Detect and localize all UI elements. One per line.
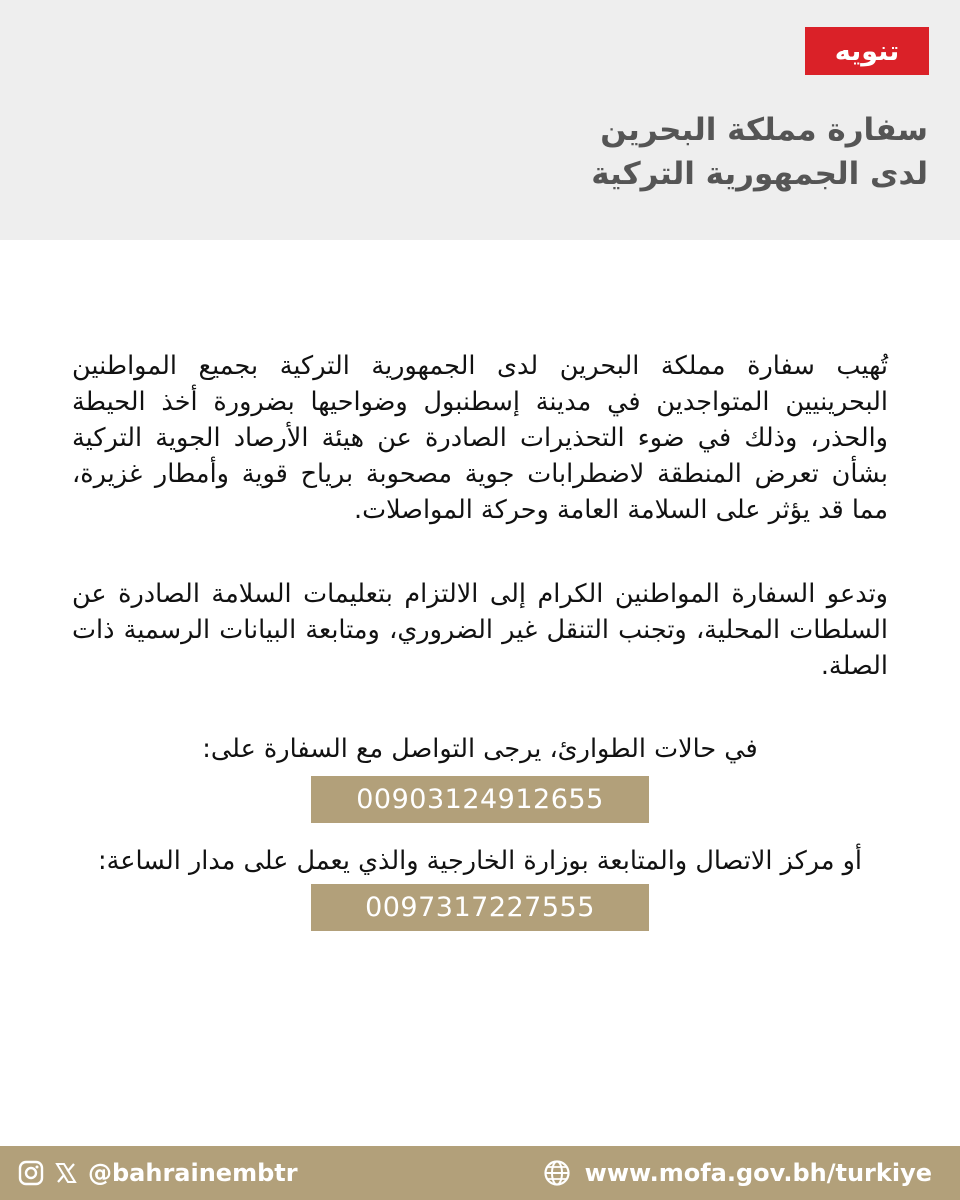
x-icon[interactable]	[54, 1161, 78, 1185]
header-panel	[0, 0, 960, 240]
website-group	[543, 1146, 932, 1200]
ministry-phone-number[interactable]: 0097317227555	[311, 884, 649, 931]
website-link[interactable]: www.mofa.gov.bh/turkiye	[584, 1159, 932, 1187]
embassy-phone-number[interactable]: 00903124912655	[311, 776, 649, 823]
sender-title	[328, 108, 928, 196]
sender-line-2: لدى الجمهورية التركية	[591, 156, 928, 192]
emergency-contact-label: في حالات الطوارئ، يرجى التواصل مع السفارة على:	[202, 734, 758, 764]
notice-badge: تنويه	[805, 27, 929, 75]
footer-bar	[0, 1146, 960, 1200]
paragraph-warning: تُهيب سفارة مملكة البحرين لدى الجمهورية التركية بجميع المواطنين البحرينيين المتواجدين في مدينة إسطنبول وضواحيها بضرورة أخذ الحيطة والحذر، وذلك في ضوء التحذيرات الصادرة عن هيئة الأرصاد الجوية التركية بشأن تعرض المنطقة لاضطرابات جوية مصحوبة برياح قوية وأمطار غزيرة، مما قد يؤثر على السلامة العامة وحركة المواصلات.	[72, 351, 888, 525]
globe-icon	[543, 1159, 571, 1187]
notice-body	[72, 348, 888, 684]
ministry-contact-label: أو مركز الاتصال والمتابعة بوزارة الخارجية والذي يعمل على مدار الساعة:	[97, 846, 863, 876]
paragraph-advice: وتدعو السفارة المواطنين الكرام إلى الالتزام بتعليمات السلامة الصادرة عن السلطات المحلية، وتجنب التنقل غير الضروري، ومتابعة البيانات الرسمية ذات الصلة.	[72, 579, 888, 681]
social-handle[interactable]: @bahrainembtr	[88, 1159, 298, 1187]
instagram-icon[interactable]	[18, 1160, 44, 1186]
social-group	[18, 1146, 298, 1200]
sender-line-1: سفارة مملكة البحرين	[600, 112, 928, 148]
